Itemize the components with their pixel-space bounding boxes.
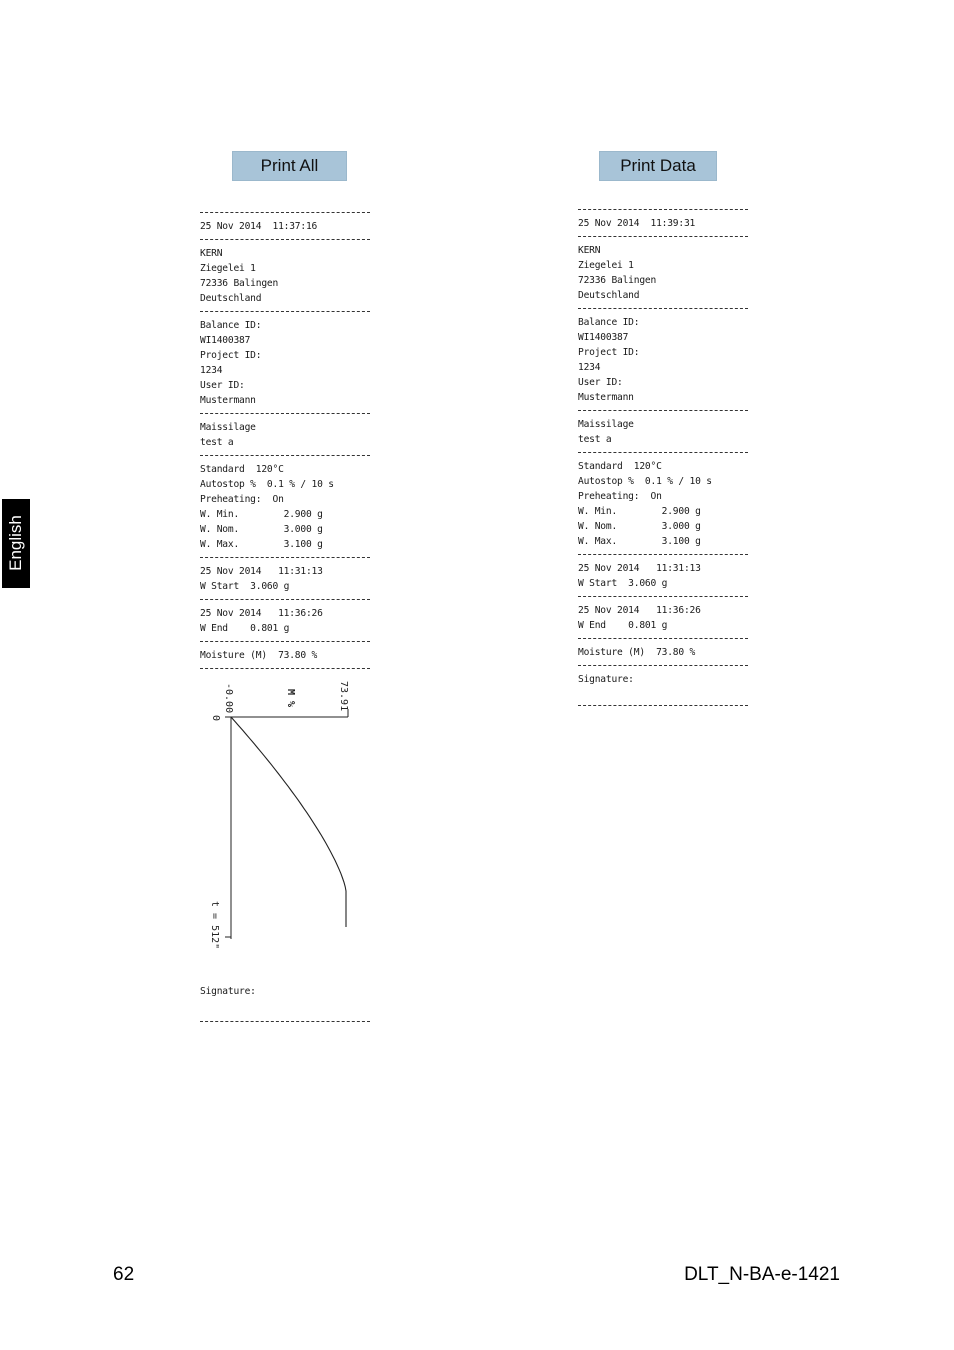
- receipt-line: Preheating: On: [578, 491, 662, 502]
- receipt-line: KERN: [200, 248, 223, 259]
- receipt-line: Moisture (M) 73.80 %: [200, 650, 318, 661]
- receipt-line: User ID:: [578, 377, 623, 388]
- receipt-line: Deutschland: [578, 290, 640, 301]
- print-data-heading: Print Data: [599, 151, 717, 181]
- receipt-line: W. Nom. 3.000 g: [200, 524, 323, 535]
- receipt-block: [578, 309, 748, 410]
- receipt-block: [200, 240, 370, 311]
- receipt-block: [200, 600, 370, 641]
- receipt-line: Deutschland: [200, 293, 262, 304]
- receipt-line: Maissilage: [200, 422, 256, 433]
- signature-label: Signature:: [200, 986, 256, 997]
- receipt-line: Maissilage: [578, 419, 634, 430]
- receipt-line: Standard 120°C: [578, 461, 662, 472]
- print-all-heading: Print All: [232, 151, 347, 181]
- receipt-line: W End 0.801 g: [578, 620, 668, 631]
- receipt-line: 25 Nov 2014 11:31:13: [200, 566, 323, 577]
- language-tab[interactable]: [2, 499, 30, 588]
- print-data-receipt: [578, 209, 748, 706]
- receipt-block: [578, 555, 748, 596]
- receipt-line: WI1400387: [578, 332, 629, 343]
- drying-curve: [231, 717, 346, 927]
- receipt-line: W. Max. 3.100 g: [200, 539, 323, 550]
- receipt-block: [578, 210, 748, 236]
- receipt-line: WI1400387: [200, 335, 251, 346]
- receipt-block: [200, 414, 370, 455]
- signature-line: [200, 1021, 370, 1022]
- signature-line: [578, 705, 748, 706]
- receipt-line: 72336 Balingen: [578, 275, 657, 286]
- receipt-block: [578, 237, 748, 308]
- receipt-block: [200, 642, 370, 668]
- graph-label-max: 73.91: [338, 681, 349, 712]
- receipt-line: W End 0.801 g: [200, 623, 290, 634]
- graph-label-axis: M %: [285, 689, 296, 708]
- receipt-line: Balance ID:: [200, 320, 262, 331]
- graph-label-min: -0.00: [223, 683, 234, 714]
- receipt-block: [200, 558, 370, 599]
- receipt-line: 25 Nov 2014 11:37:16: [200, 221, 318, 232]
- receipt-line: Balance ID:: [578, 317, 640, 328]
- language-tab-label: English: [6, 515, 25, 571]
- receipt-line: W. Max. 3.100 g: [578, 536, 701, 547]
- receipt-line: 1234: [200, 365, 223, 376]
- receipt-block: [578, 453, 748, 554]
- graph-label-zero: 0: [210, 715, 221, 722]
- receipt-block: [200, 312, 370, 413]
- receipt-line: Ziegelei 1: [200, 263, 256, 274]
- receipt-line: Project ID:: [200, 350, 262, 361]
- document-id: DLT_N-BA-e-1421: [684, 1264, 840, 1285]
- receipt-line: test a: [200, 437, 234, 448]
- receipt-block: [578, 597, 748, 638]
- receipt-line: 1234: [578, 362, 601, 373]
- receipt-block: [200, 456, 370, 557]
- receipt-line: KERN: [578, 245, 601, 256]
- receipt-line: 25 Nov 2014 11:36:26: [578, 605, 701, 616]
- receipt-blocks: [200, 212, 370, 669]
- page-number: 62: [113, 1264, 135, 1285]
- receipt-block: [578, 639, 748, 665]
- receipt-line: W. Nom. 3.000 g: [578, 521, 701, 532]
- receipt-line: W Start 3.060 g: [200, 581, 290, 592]
- receipt-line: Autostop % 0.1 % / 10 s: [578, 476, 712, 487]
- receipt-line: 25 Nov 2014 11:31:13: [578, 563, 701, 574]
- receipt-line: Standard 120°C: [200, 464, 284, 475]
- receipt-line: 25 Nov 2014 11:36:26: [200, 608, 323, 619]
- receipt-blocks: [578, 209, 748, 666]
- receipt-line: W. Min. 2.900 g: [200, 509, 323, 520]
- receipt-line: Mustermann: [578, 392, 634, 403]
- receipt-line: 72336 Balingen: [200, 278, 279, 289]
- receipt-block: [200, 213, 370, 239]
- print-all-receipt: [200, 212, 370, 1022]
- receipt-line: W. Min. 2.900 g: [578, 506, 701, 517]
- receipt-block: [578, 411, 748, 452]
- receipt-line: W Start 3.060 g: [578, 578, 668, 589]
- receipt-line: Project ID:: [578, 347, 640, 358]
- receipt-line: User ID:: [200, 380, 245, 391]
- receipt-line: Preheating: On: [200, 494, 284, 505]
- receipt-line: 25 Nov 2014 11:39:31: [578, 218, 696, 229]
- receipt-line: Moisture (M) 73.80 %: [578, 647, 696, 658]
- receipt-line: Ziegelei 1: [578, 260, 634, 271]
- signature-label: Signature:: [578, 674, 634, 685]
- receipt-line: Mustermann: [200, 395, 256, 406]
- graph-label-time: t = 512": [209, 901, 220, 950]
- receipt-line: Autostop % 0.1 % / 10 s: [200, 479, 334, 490]
- moisture-graph: [200, 669, 370, 959]
- receipt-line: test a: [578, 434, 612, 445]
